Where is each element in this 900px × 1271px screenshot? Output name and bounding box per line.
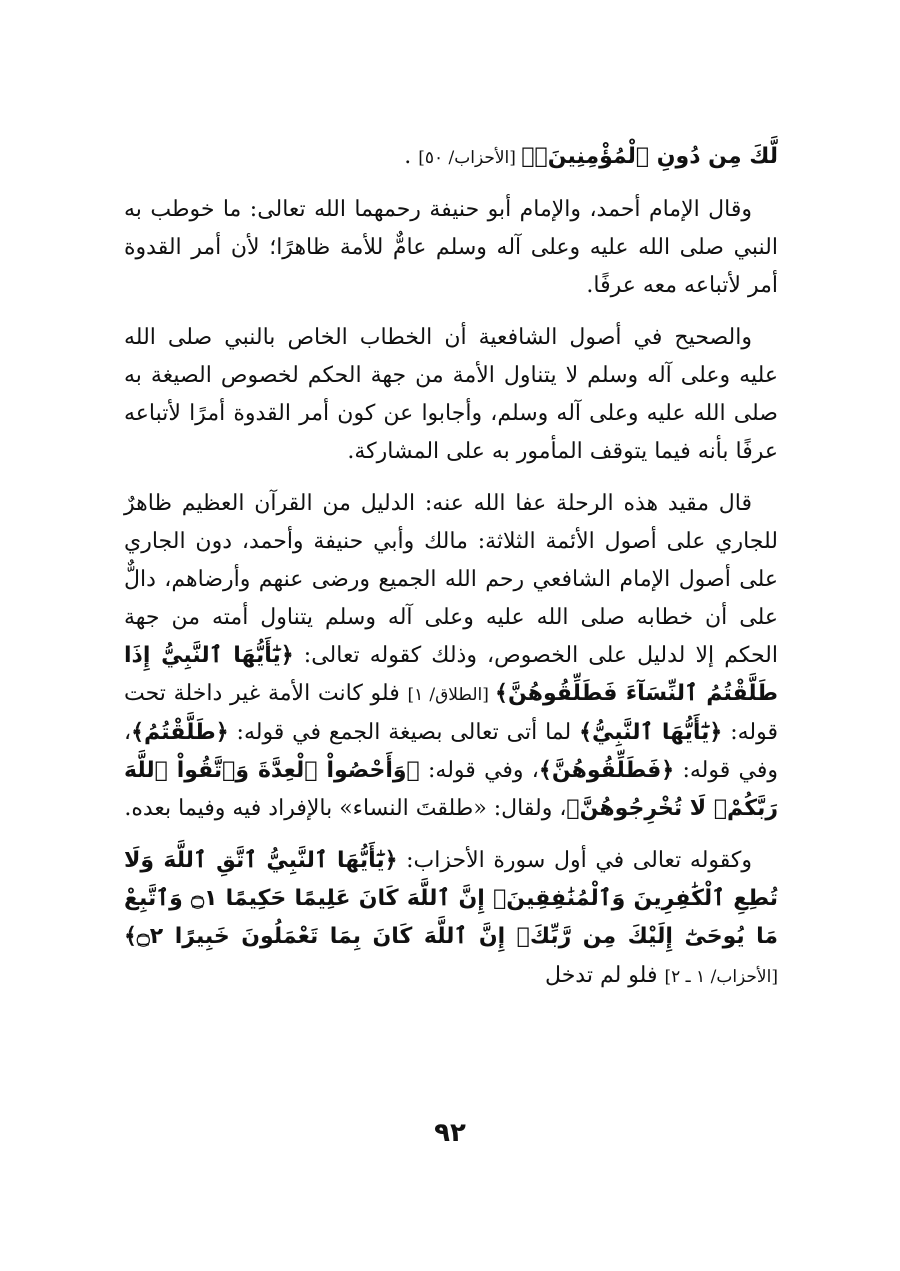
verse-reference: [الطلاق/ ١] [407, 685, 496, 705]
text-run: . [404, 144, 419, 169]
paragraph-4 [124, 842, 778, 996]
paragraph-2 [124, 319, 778, 471]
quran-verse: ﴿طَلَّقْتُمُ﴾ [131, 720, 229, 745]
text-run: قال مقيد هذه الرحلة عفا الله عنه: الدليل من القرآن العظيم ظاهرٌ للجاري على أصول الأئمة الثلاثة: مالك وأبي حنيفة وأحمد، دون الجاري على أصول الإمام الشافعي رحم الله الجميع ورضى عنهم وأرضاهم، دالٌّ على أن خطابه صلى الله عليه وعلى آله وسلم يتناول أمته من جهة الحكم إلا لدليل على الخصوص، وذلك كقوله تعالى: [124, 491, 778, 668]
quran-verse: ﴿يَٰٓأَيُّهَا ٱلنَّبِيُّ﴾ [579, 720, 723, 745]
quran-verse: ﴿يَٰٓأَيُّهَا ٱلنَّبِيُّ إِذَا طَلَّقْتُمُ ٱلنِّسَآءَ فَطَلِّقُوهُنَّ﴾ [124, 643, 779, 706]
text-run: ، ولقال: «طلقتَ النساء» بالإفراد فيه وفيما بعده. [124, 796, 567, 821]
quran-verse: ﴿يَٰٓأَيُّهَا ٱلنَّبِيُّ ٱتَّقِ ٱللَّهَ وَلَا تُطِعِ ٱلْكَٰفِرِينَ وَٱلْمُنَٰفِقِينَۚ إِنَّ ٱللَّهَ كَانَ عَلِيمًا حَكِيمًا ۝١ وَٱتَّبِعْ مَا يُوحَىٰٓ إِلَيْكَ مِن رَّبِّكَۚ إِنَّ ٱللَّهَ كَانَ بِمَا تَعْمَلُونَ خَبِيرًا ۝٢﴾ [124, 848, 779, 949]
text-run: لما أتى تعالى بصيغة الجمع في قوله: [228, 720, 580, 745]
text-run: ، وفي قوله: [124, 720, 778, 783]
page-body [124, 138, 778, 996]
paragraph-1 [124, 191, 778, 305]
paragraph-3 [124, 485, 778, 828]
quran-verse: ﴿فَطَلِّقُوهُنَّ﴾ [538, 758, 675, 783]
verse-reference: [الأحزاب/ ٥٠] [418, 148, 522, 168]
paragraph-0 [124, 138, 778, 177]
text-run: وقال الإمام أحمد، والإمام أبو حنيفة رحمهما الله تعالى: ما خوطب به النبي صلى الله عليه وعلى آله وسلم عامٌّ للأمة ظاهرًا؛ لأن أمر القدوة أمر لأتباعه معه عرفًا. [124, 197, 778, 298]
text-run: والصحيح في أصول الشافعية أن الخطاب الخاص بالنبي صلى الله عليه وعلى آله وسلم لا يتناول الأمة من جهة الحكم لخصوص الصيغة به صلى الله عليه وعلى آله وسلم، وأجابوا عن كون أمر القدوة أمرًا لأتباعه عرفًا بأنه فيما يتوقف المأمور به على المشاركة. [124, 325, 778, 464]
text-run: وكقوله تعالى في أول سورة الأحزاب: [397, 848, 752, 873]
text-run: فلو لم تدخل [545, 963, 665, 988]
quran-verse: ﴿وَأَحْصُواْ ٱلْعِدَّةَ وَٱتَّقُواْ ٱللَّهَ رَبَّكُمْۖ لَا تُخْرِجُوهُنَّ﴾ [124, 758, 778, 821]
text-run: ، وفي قوله: [419, 758, 539, 783]
quran-verse: لَّكَ مِن دُونِ ٱلْمُؤْمِنِينَۗ﴾ [521, 144, 778, 169]
text-run: فلو كانت الأمة غير داخلة تحت قوله: [124, 681, 778, 745]
page-number: ٩٢ [434, 1118, 466, 1148]
verse-reference: [الأحزاب/ ١ ـ ٢] [664, 967, 778, 987]
